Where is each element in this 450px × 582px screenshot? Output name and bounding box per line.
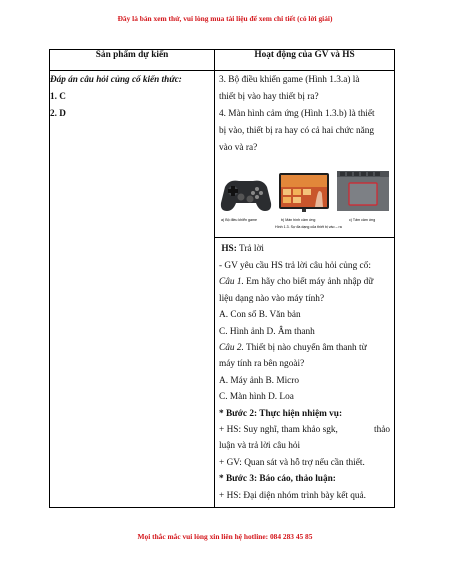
header-expected-product: Sản phẩm dự kiến [50, 50, 215, 71]
question-2-line-1: Câu 2. Thiết bị nào chuyển âm thanh từ [219, 342, 367, 353]
question-2-line-2: máy tính ra bên ngoài? [219, 359, 305, 370]
question-3-line-1: 3. Bộ điều khiển game (Hình 1.3.a) là [219, 75, 360, 85]
table-header-row [50, 50, 395, 71]
touchpad-icon [337, 171, 389, 211]
step-2-heading: * Bước 2: Thực hiện nhiệm vụ: [219, 408, 343, 419]
gv-step-2-line: + GV: Quan sát và hỗ trợ nếu cần thiết. [219, 457, 365, 468]
hotline-banner: Mọi thắc mắc vui lòng xin liên hệ hotline: 084 283 45 85 [137, 532, 313, 541]
activities-bottom-cell [215, 238, 395, 508]
question-1-options-cd: C. Hình ảnh D. Âm thanh [219, 326, 315, 337]
question-1-line-1: Câu 1. Em hãy cho biết máy ảnh nhập dữ [219, 277, 374, 288]
question-2-options-ab: A. Máy ảnh B. Micro [219, 375, 300, 386]
question-1-options-ab: A. Con số B. Văn bản [219, 310, 301, 321]
activities-top-cell [215, 71, 395, 238]
answers-title: Đáp án câu hỏi củng cố kiến thức: [50, 74, 182, 84]
caption-touchscreen: b) Màn hình cảm ứng [281, 218, 316, 223]
touchscreen-icon [279, 173, 329, 212]
lesson-table [49, 49, 395, 508]
figure-title: Hình 1.3. Sự đa dạng của thiết bị vào – ra [275, 225, 342, 230]
figure-io-devices [215, 161, 394, 237]
hs-answer-line: HS: Trả lời [221, 244, 264, 255]
figure-image [219, 169, 389, 231]
question-3-line-2: thiết bị vào hay thiết bị ra? [219, 92, 319, 103]
answer-1: 1. C [50, 91, 66, 101]
question-4-line-3: vào và ra? [219, 143, 258, 154]
hs-step-2-line-2: luận và trả lời câu hỏi [219, 441, 301, 452]
answers-cell [50, 71, 215, 508]
question-4-line-2: bị vào, thiết bị ra hay có cả hai chức năng [219, 126, 375, 137]
hs-step-2-line-1: + HS: Suy nghĩ, tham khảo sgk, thảo [219, 424, 390, 435]
gamepad-icon [221, 181, 271, 211]
question-4-line-1: 4. Màn hình cảm ứng (Hình 1.3.b) là thiết [219, 109, 375, 120]
gv-request-line: - GV yêu cầu HS trả lời câu hỏi củng cố: [219, 260, 371, 271]
header-activities: Hoạt động của GV và HS [215, 50, 395, 71]
answer-2: 2. D [50, 108, 66, 118]
step-3-heading: * Bước 3: Báo cáo, thảo luận: [219, 474, 336, 485]
caption-gamepad: a) Bộ điều khiển game [221, 218, 257, 223]
preview-banner: Đây là bản xem thử, vui lòng mua tài liệu để xem chi tiết (có lời giải) [117, 14, 333, 23]
question-2-options-cd: C. Màn hình D. Loa [219, 392, 294, 403]
hs-step-3-line: + HS: Đại diện nhóm trình bày kết quả. [219, 490, 366, 501]
caption-touchpad: c) Tấm cảm ứng [349, 218, 376, 223]
table-row [50, 71, 395, 238]
question-1-line-2: liệu dạng nào vào máy tính? [219, 293, 325, 304]
